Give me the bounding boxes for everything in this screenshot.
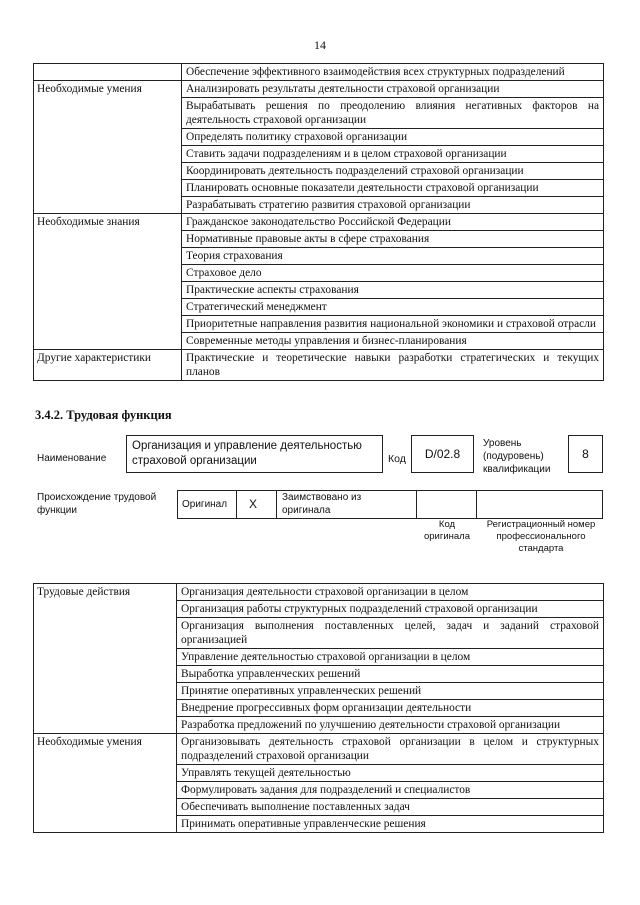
code-caption: Код оригинала [423,519,470,542]
code-value: D/02.8 [424,447,461,461]
name-value-box [126,435,383,473]
section-title: 3.4.2. Трудовая функция [35,408,172,422]
row-item: Управлять текущей деятельностью [177,765,604,782]
row-item: Внедрение прогрессивных форм организации деятельности [177,700,604,717]
row-item: Теория страхования [182,248,604,265]
origin-code-cell [416,490,477,519]
page-number: 14 [314,38,326,52]
row-item: Нормативные правовые акты в сфере страхования [182,231,604,248]
row-label: Необходимые знания [34,214,182,350]
row-item: Координировать деятельность подразделений страховой организации [182,163,604,180]
level-value: 8 [582,447,589,461]
table-row [34,584,604,601]
origin-label: Происхождение трудовой функции [37,492,157,516]
row-item: Стратегический менеджмент [182,299,604,316]
row-item: Планировать основные показатели деятельности страховой организации [182,180,604,197]
row-item: Страховое дело [182,265,604,282]
row-item: Практические аспекты страхования [182,282,604,299]
row-label: Трудовые действия [34,584,177,734]
labor-actions-table [33,583,604,833]
level-value-box [568,435,603,473]
name-value: Организация и управление деятельностью страховой организации [132,440,362,467]
row-item: Разрабатывать стратегию развития страховой организации [182,197,604,214]
row-item: Ставить задачи подразделениям и в целом страховой организации [182,146,604,163]
row-item: Управление деятельностью страховой организации в целом [177,649,604,666]
row-label [34,64,182,81]
row-item: Выработка управленческих решений [177,666,604,683]
row-item: Определять политику страховой организации [182,129,604,146]
reg-caption: Регистрационный номер профессионального стандарта [486,519,596,554]
original-label: Оригинал [182,499,228,510]
name-label: Наименование [37,453,107,464]
row-item: Обеспечение эффективного взаимодействия всех структурных подразделений [182,64,604,81]
table-row [34,64,604,81]
row-item: Разработка предложений по улучшению деятельности страховой организации [177,717,604,734]
row-label: Необходимые умения [34,734,177,833]
row-item: Анализировать результаты деятельности страховой организации [182,81,604,98]
table-row [34,81,604,98]
table2-body [34,584,604,833]
level-label: Уровень (подуровень) квалификации [483,438,551,475]
row-item: Организация выполнения поставленных целей, задач и заданий страховой организацией [177,618,604,649]
table-row [34,214,604,231]
row-item: Организовывать деятельность страховой организации в целом и структурных подразделений страховой организации [177,734,604,765]
original-mark: X [249,497,258,511]
table-row [34,734,604,765]
borrowed-label: Заимствовано из оригинала [282,492,362,516]
skills-knowledge-table [33,63,604,381]
row-label: Другие характеристики [34,350,182,381]
row-item: Обеспечивать выполнение поставленных задач [177,799,604,816]
code-value-box [411,435,474,473]
table1-body [34,64,604,381]
table-row [34,350,604,381]
row-item: Организация деятельности страховой организации в целом [177,584,604,601]
row-item: Гражданское законодательство Российской Федерации [182,214,604,231]
row-item: Организация работы структурных подразделений страховой организации [177,601,604,618]
row-item: Современные методы управления и бизнес-планирования [182,333,604,350]
row-item: Практические и теоретические навыки разработки стратегических и текущих планов [182,350,604,381]
row-item: Принятие оперативных управленческих решений [177,683,604,700]
row-item: Вырабатывать решения по преодолению влияния негативных факторов на деятельность страховой организации [182,98,604,129]
row-item: Приоритетные направления развития национальной экономики и страховой отрасли [182,316,604,333]
code-label: Код [388,453,406,465]
row-label: Необходимые умения [34,81,182,214]
row-item: Формулировать задания для подразделений и специалистов [177,782,604,799]
row-item: Принимать оперативные управленческие решения [177,816,604,833]
